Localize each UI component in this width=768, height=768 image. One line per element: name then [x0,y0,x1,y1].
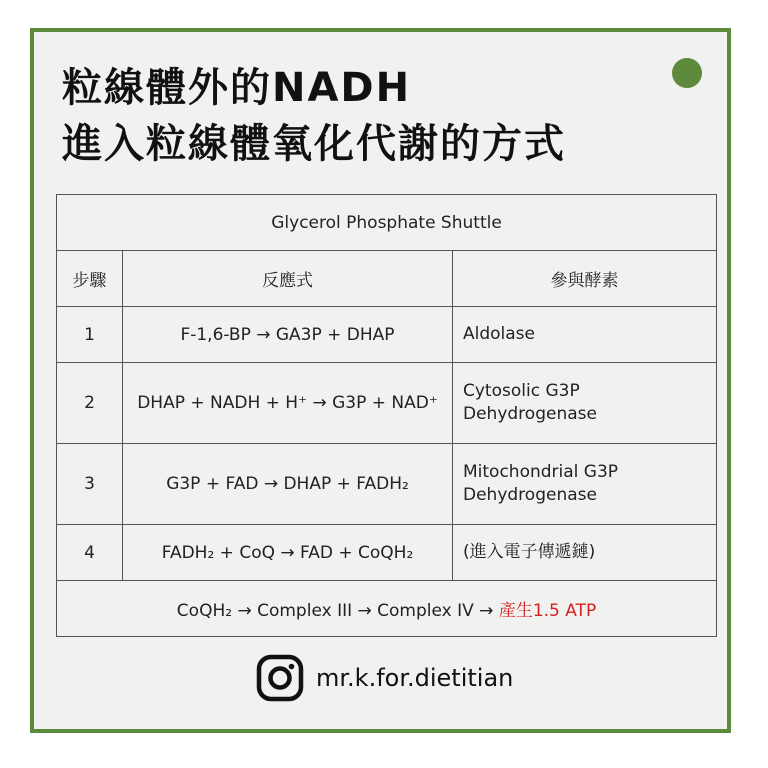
instagram-link[interactable] [256,653,513,703]
shuttle-table [56,194,717,637]
table-row [57,525,717,581]
green-dot [672,58,702,88]
enzyme-line: Aldolase [463,324,536,344]
enzyme-line: Cytosolic G3P [463,381,580,401]
step-number: 4 [57,525,123,581]
instagram-handle[interactable]: mr.k.for.dietitian [316,664,514,692]
table-row [57,444,717,525]
reaction-cell: DHAP + NADH + H⁺ → G3P + NAD⁺ [123,363,453,444]
step-number: 1 [57,307,123,363]
enzyme-cell [453,307,717,363]
footer-text: CoQH₂ → Complex III → Complex IV → [176,601,499,621]
header-enzyme: 參與酵素 [453,251,717,307]
enzyme-cell [453,525,717,581]
enzyme-cell [453,363,717,444]
header-step: 步驟 [57,251,123,307]
step-number: 3 [57,444,123,525]
step-number: 2 [57,363,123,444]
table-footer [57,581,717,637]
reaction-cell: FADH₂ + CoQ → FAD + CoQH₂ [123,525,453,581]
enzyme-line: (進入電子傳遞鏈) [463,542,596,562]
title-line-1: 粒線體外的NADH [62,65,412,111]
instagram-icon [256,654,304,702]
header-reaction: 反應式 [123,251,453,307]
enzyme-line: Mitochondrial G3P [463,462,619,482]
reaction-cell: F-1,6-BP → GA3P + DHAP [123,307,453,363]
title-line-2: 進入粒線體氧化代謝的方式 [62,121,566,167]
table-row [57,363,717,444]
table-caption: Glycerol Phosphate Shuttle [57,195,717,251]
enzyme-line: Dehydrogenase [463,404,597,424]
table-row [57,307,717,363]
reaction-cell: G3P + FAD → DHAP + FADH₂ [123,444,453,525]
footer-highlight: 產生1.5 ATP [498,601,597,621]
enzyme-line: Dehydrogenase [463,485,597,505]
enzyme-cell [453,444,717,525]
page-title [62,60,566,172]
